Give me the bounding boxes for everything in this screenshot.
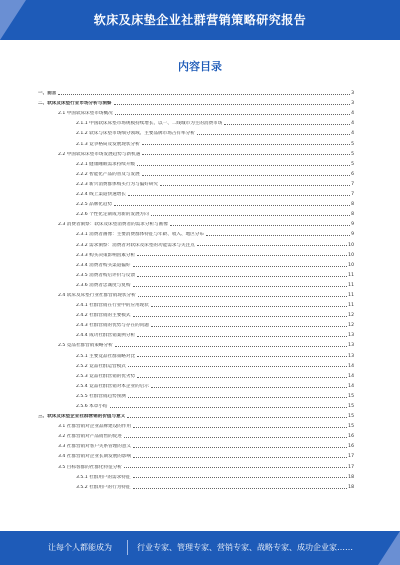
toc-entry-page: 17: [348, 454, 354, 460]
toc-entry-page: 15: [348, 393, 354, 399]
toc-entry-page: 11: [348, 282, 354, 288]
report-title: 软床及床垫企业社群营销策略研究报告: [93, 13, 307, 27]
toc-entry[interactable]: [38, 429, 354, 439]
toc-entry-label: 3.5.1 社群用户的需求特征: [76, 474, 131, 480]
footer-roles: 行业专家、管理专家、营销专家、战略专家、成功企业家……: [137, 543, 353, 552]
toc-entry[interactable]: [38, 379, 354, 389]
toc-entry-label: 2.5.1 主要竞品社群策略对比: [76, 353, 136, 359]
toc-entry-label: 2.3 消费者洞察：软床及床垫消费者的需求分析与画像: [58, 222, 168, 228]
toc-entry-label: 2.5.3 竞品社群营销的优劣势: [76, 373, 136, 379]
toc-entry-label: 2.3.3 购买决策影响因素分析: [76, 252, 136, 258]
toc-entry-label: 2.3.5 消费者购后评价与反馈: [76, 272, 136, 278]
toc-entry-page: 5: [351, 151, 354, 157]
toc-leader-dots: [142, 144, 350, 145]
toc-entry-page: 18: [348, 474, 354, 480]
toc-leader-dots: [142, 175, 350, 176]
toc-entry-page: 10: [348, 262, 354, 268]
toc-entry-page: 11: [348, 292, 354, 298]
toc-entry-page: 15: [348, 424, 354, 430]
toc-entry-label: 2.1.1 中国软床床垫市场规模持续增长、以一、二线城市为主的消费市场: [76, 121, 223, 127]
toc-entry-page: 14: [348, 383, 354, 389]
toc-leader-dots: [224, 124, 350, 125]
table-of-contents: [38, 86, 354, 490]
toc-entry[interactable]: [38, 258, 354, 268]
toc-entry[interactable]: [38, 207, 354, 217]
toc-leader-dots: [110, 407, 348, 408]
toc-entry-page: 13: [348, 343, 354, 349]
toc-entry[interactable]: [38, 237, 354, 247]
footer-slogan: 让每个人都能成为: [48, 543, 112, 552]
toc-entry[interactable]: [38, 389, 354, 399]
toc-leader-dots: [138, 296, 347, 297]
toc-entry-page: 8: [351, 212, 354, 218]
toc-entry-label: 3.3 社群营销对客户关系管理的意义: [58, 444, 132, 450]
toc-leader-dots: [151, 387, 347, 388]
toc-entry-label: 2.4.1 社群营销在行业中的应用现状: [76, 303, 149, 309]
toc-entry-label: 2.3.2 需求洞察：消费者对软床及床垫的功能需求与关注点: [76, 242, 195, 248]
toc-leader-dots: [124, 467, 347, 468]
toc-entry-label: 2.2.1 健康睡眠需求持续升级: [76, 161, 136, 167]
toc-entry-label: 二、软床及床垫行业市场分析与洞察: [38, 101, 112, 107]
toc-entry-page: 18: [348, 484, 354, 490]
report-footer: [0, 531, 400, 565]
toc-entry-label: 3.5 目标客群的社群化特征分析: [58, 464, 122, 470]
toc-entry[interactable]: [38, 328, 354, 338]
toc-entry-label: 2.5 竞品社群营销策略分析: [58, 343, 113, 349]
toc-entry-label: 2.5.4 竞品社群营销对本企业的启示: [76, 383, 149, 389]
toc-leader-dots: [58, 94, 350, 95]
toc-leader-dots: [128, 195, 350, 196]
toc-entry-label: 2.1.2 软床与床垫市场细分领域、主要品牌市场占有率分析: [76, 131, 195, 137]
toc-entry-page: 8: [351, 202, 354, 208]
toc-entry-page: 3: [351, 101, 354, 107]
toc-entry[interactable]: [38, 187, 354, 197]
toc-entry[interactable]: [38, 147, 354, 157]
toc-entry-label: 2.2.2 智能化产品的普及与发展: [76, 171, 140, 177]
toc-entry-label: 2.1 中国软床床垫市场概况: [58, 111, 113, 117]
toc-leader-dots: [133, 427, 347, 428]
toc-entry-label: 2.2.3 新兴消费群体购买行为与偏好研究: [76, 181, 159, 187]
toc-entry-page: 11: [348, 272, 354, 278]
toc-entry[interactable]: [38, 106, 354, 116]
toc-entry-label: 3.4 社群营销对企业长期发展的影响: [58, 454, 132, 460]
toc-entry-label: 2.4.3 社群营销的优势与存在的问题: [76, 323, 149, 329]
toc-leader-dots: [124, 437, 347, 438]
toc-entry[interactable]: [38, 359, 354, 369]
toc-leader-dots: [137, 356, 347, 357]
toc-entry-page: 9: [351, 232, 354, 238]
toc-entry[interactable]: [38, 318, 354, 328]
toc-entry[interactable]: [38, 116, 354, 126]
toc-entry-page: 16: [348, 434, 354, 440]
toc-entry-label: 2.4.4 成功社群营销案例分析: [76, 333, 136, 339]
toc-entry[interactable]: [38, 86, 354, 96]
toc-leader-dots: [114, 104, 351, 105]
toc-entry[interactable]: [38, 409, 354, 419]
toc-leader-dots: [133, 488, 348, 489]
toc-entry[interactable]: [38, 449, 354, 459]
toc-entry-label: 三、软床及床垫企业社群营销的价值与意义: [38, 414, 126, 420]
toc-leader-dots: [133, 447, 347, 448]
toc-leader-dots: [137, 165, 350, 166]
toc-leader-dots: [133, 477, 348, 478]
toc-entry-page: 4: [351, 121, 354, 127]
toc-entry-label: 2.2.4 线上渠道快速增长: [76, 192, 126, 198]
toc-entry[interactable]: [38, 197, 354, 207]
toc-entry-label: 2.4 软床及床垫行业社群营销现状分析: [58, 292, 136, 298]
toc-entry[interactable]: [38, 470, 354, 480]
toc-entry-label: 2.4.2 社群营销的主要模式: [76, 313, 131, 319]
toc-entry-label: 3.1 社群营销对企业品牌建设的作用: [58, 424, 132, 430]
toc-entry-page: 10: [348, 252, 354, 258]
toc-entry-page: 5: [351, 141, 354, 147]
toc-leader-dots: [133, 266, 348, 267]
toc-entry[interactable]: [38, 136, 354, 146]
toc-leader-dots: [133, 286, 348, 287]
toc-entry-page: 10: [348, 242, 354, 248]
toc-leader-dots: [151, 306, 347, 307]
toc-leader-dots: [114, 205, 350, 206]
toc-leader-dots: [133, 316, 348, 317]
toc-entry-label: 2.5.6 本章小结: [76, 404, 108, 409]
toc-leader-dots: [160, 185, 350, 186]
toc-entry[interactable]: [38, 298, 354, 308]
toc-entry-page: 12: [348, 323, 354, 329]
toc-entry-page: 4: [351, 131, 354, 137]
toc-entry-label: 2.5.2 竞品社群运营模式: [76, 363, 126, 369]
toc-entry-label: 2.1.3 竞争格局及发展现状分析: [76, 141, 140, 147]
toc-entry-page: 3: [351, 91, 354, 97]
toc-entry-page: 16: [348, 444, 354, 450]
toc-entry-page: 13: [348, 353, 354, 359]
toc-entry[interactable]: [38, 439, 354, 449]
toc-entry-label: 一、前言: [38, 91, 57, 97]
toc-entry-page: 7: [351, 181, 354, 187]
toc-entry[interactable]: [38, 96, 354, 106]
toc-entry-label: 2.3.4 消费者购买渠道偏好: [76, 262, 131, 268]
toc-entry[interactable]: [38, 459, 354, 469]
toc-leader-dots: [170, 225, 350, 226]
toc-entry-label: 3.5.2 社群用户的行为特征: [76, 484, 131, 490]
toc-leader-dots: [128, 397, 347, 398]
toc-entry-page: 4: [351, 111, 354, 117]
toc-entry[interactable]: [38, 288, 354, 298]
footer-corner-decoration: [378, 531, 400, 565]
toc-leader-dots: [137, 255, 347, 256]
toc-entry-label: 2.2.5 品牌化趋势: [76, 202, 113, 208]
toc-entry-page: 14: [348, 373, 354, 379]
toc-entry[interactable]: [38, 268, 354, 278]
toc-heading: 内容目录: [178, 60, 222, 73]
toc-entry[interactable]: [38, 419, 354, 429]
report-header: [0, 0, 400, 40]
toc-entry-page: 5: [351, 161, 354, 167]
toc-leader-dots: [115, 114, 350, 115]
toc-entry-page: 17: [348, 464, 354, 470]
toc-entry[interactable]: [38, 348, 354, 358]
toc-entry-label: 2.2 中国软床床垫市场发展趋势与新机遇: [58, 151, 141, 157]
toc-entry[interactable]: [38, 126, 354, 136]
toc-entry-page: 13: [348, 333, 354, 339]
toc-entry-page: 12: [348, 313, 354, 319]
toc-entry[interactable]: [38, 248, 354, 258]
toc-entry[interactable]: [38, 157, 354, 167]
toc-entry-page: 6: [351, 171, 354, 177]
toc-entry-page: 14: [348, 363, 354, 369]
toc-leader-dots: [137, 276, 347, 277]
toc-leader-dots: [197, 134, 350, 135]
toc-entry-page: 15: [348, 404, 354, 409]
toc-entry[interactable]: [38, 369, 354, 379]
toc-leader-dots: [151, 326, 347, 327]
toc-entry[interactable]: [38, 399, 354, 409]
toc-entry-label: 2.3.6 消费者忠诚度与复购: [76, 282, 131, 288]
toc-entry[interactable]: [38, 177, 354, 187]
toc-entry[interactable]: [38, 227, 354, 237]
toc-entry[interactable]: [38, 308, 354, 318]
toc-leader-dots: [137, 336, 347, 337]
toc-entry-page: 15: [348, 414, 354, 420]
toc-entry-label: 2.5.5 社群营销趋势预测: [76, 393, 126, 399]
toc-leader-dots: [142, 154, 350, 155]
toc-entry[interactable]: [38, 338, 354, 348]
toc-entry-label: 3.2 社群营销对产品销售的促进: [58, 434, 122, 440]
toc-leader-dots: [151, 215, 350, 216]
toc-leader-dots: [115, 346, 347, 347]
toc-leader-dots: [206, 235, 350, 236]
toc-leader-dots: [127, 417, 347, 418]
toc-leader-dots: [137, 377, 347, 378]
footer-divider: [127, 540, 128, 555]
toc-entry[interactable]: [38, 167, 354, 177]
toc-entry-label: 2.3.1 消费者画像：主要消费群体特征与年龄、收入、地区分布: [76, 232, 204, 238]
toc-entry-page: 9: [351, 222, 354, 228]
toc-leader-dots: [128, 366, 347, 367]
toc-entry-label: 2.2.6 个性化定制成为新的发展方向: [76, 212, 149, 218]
toc-entry[interactable]: [38, 278, 354, 288]
toc-entry[interactable]: [38, 217, 354, 227]
toc-entry[interactable]: [38, 480, 354, 490]
toc-entry-page: 11: [348, 303, 354, 309]
toc-leader-dots: [133, 457, 347, 458]
toc-leader-dots: [197, 245, 347, 246]
toc-entry-page: 7: [351, 192, 354, 198]
